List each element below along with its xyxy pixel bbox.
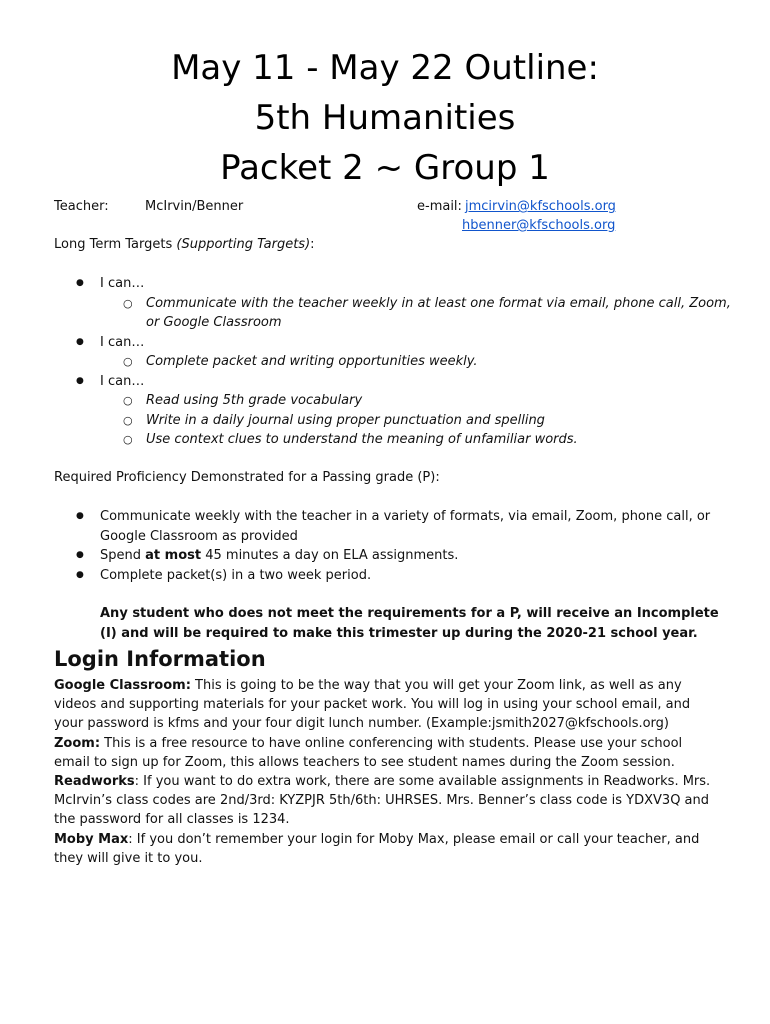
proficiency-item: ● Complete packet(s) in a two week period. (54, 566, 734, 586)
teacher-label: Teacher: (54, 199, 109, 214)
targets-heading (54, 235, 315, 254)
targets-label: Long Term Targets (54, 237, 173, 252)
title-line-3: Packet 2 ~ Group 1 (220, 148, 550, 188)
incomplete-notice: Any student who does not meet the requirements for a P, will receive an Incomplete (I) and will be required to make this trimester up during the 2020-21 school year. (100, 606, 719, 641)
login-section (54, 676, 714, 868)
login-entry-google-classroom: Google Classroom: This is going to be the way that you will get your Zoom link, as well as any videos and supporting materials for your packet work. You will log in using your school email, and your password is kfms and your four digit lunch number. (Example:jsmith2027@kfschools.org) (54, 678, 691, 732)
login-heading: Login Information (54, 647, 266, 671)
proficiency-heading: Required Proficiency Demonstrated for a Passing grade (P): (54, 470, 440, 485)
target-group-label: ● I can… (54, 372, 734, 392)
email-label: e-mail: (417, 199, 462, 214)
login-entry-zoom: Zoom: This is a free resource to have online conferencing with students. Please use your school email to sign up for Zoom, this allows teachers to see student names during the Zoom session. (54, 735, 683, 770)
target-group-label: ● I can… (54, 333, 734, 353)
proficiency-item: ● Communicate weekly with the teacher in a variety of formats, via email, Zoom, phone call, or Google Classroom as provided (54, 507, 734, 546)
email-link-jmcirvin[interactable]: jmcirvin@kfschools.org (465, 199, 616, 214)
targets-label-italic: (Supporting Targets) (176, 237, 311, 252)
title-line-2: 5th Humanities (254, 98, 516, 138)
login-entry-moby-max: Moby Max: If you don’t remember your login for Moby Max, please email or call your teacher, and they will give it to you. (54, 831, 700, 866)
proficiency-item-spend: ● Spend at most 45 minutes a day on ELA assignments. (54, 546, 734, 566)
targets-list (54, 274, 734, 450)
title-line-1: May 11 - May 22 Outline: (171, 48, 599, 88)
email-link-hbenner[interactable]: hbenner@kfschools.org (462, 218, 616, 233)
teacher-name: McIrvin/Benner (145, 199, 244, 214)
target-item: ○ Complete packet and writing opportunities weekly. (54, 352, 734, 372)
target-item: ○ Use context clues to understand the meaning of unfamiliar words. (54, 430, 734, 450)
login-entry-readworks: Readworks: If you want to do extra work, there are some available assignments in Readworks. Mrs. McIrvin’s class codes are 2nd/3rd: KYZPJR 5th/6th: UHRSES. Mrs. Benner’s class code is YDXV3Q and the password for all classes is 1234. (54, 774, 711, 828)
target-item: ○ Write in a daily journal using proper punctuation and spelling (54, 411, 734, 431)
target-item: ○ Read using 5th grade vocabulary (54, 391, 734, 411)
target-group-label: ● I can… (54, 274, 734, 294)
target-item: ○ Communicate with the teacher weekly in at least one format via email, phone call, Zoom, or Google Classroom (54, 294, 734, 333)
proficiency-list (54, 507, 734, 585)
targets-colon: : (310, 237, 315, 252)
